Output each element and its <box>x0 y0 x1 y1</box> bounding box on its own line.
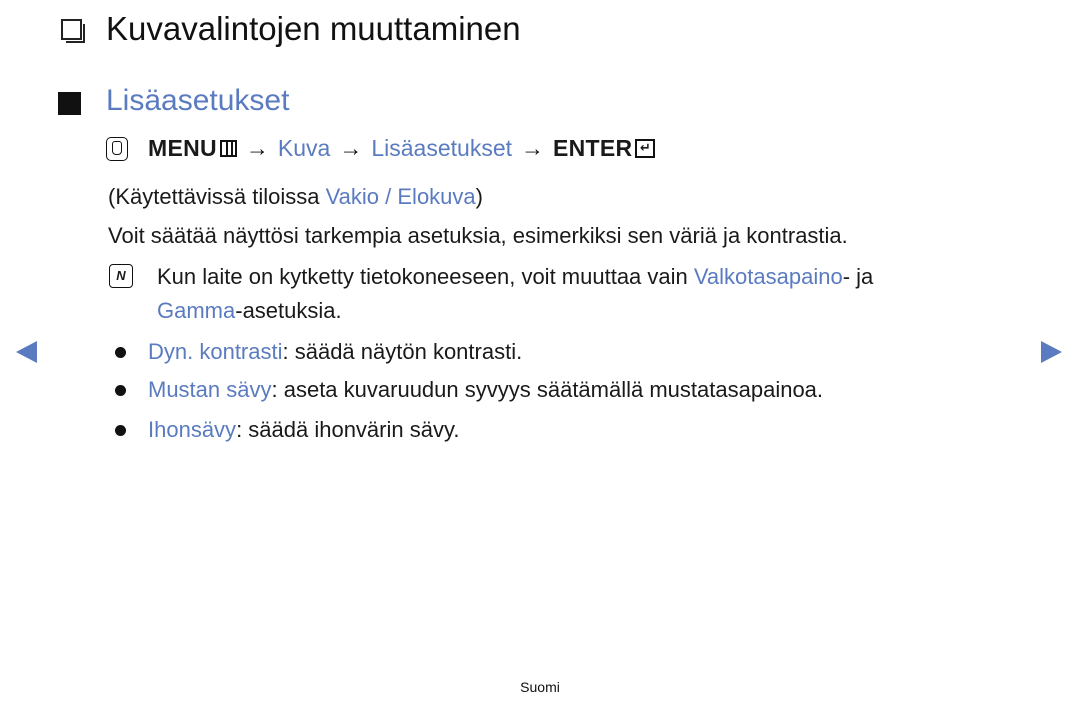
note-link-valkotasapaino: Valkotasapaino <box>693 264 843 289</box>
enter-icon: ↵ <box>635 139 655 158</box>
bullet-icon <box>115 347 126 358</box>
availability-modes: Vakio / Elokuva <box>325 184 476 209</box>
availability-suffix: ) <box>475 184 483 209</box>
availability-prefix: (Käytettävissä tiloissa <box>108 184 326 209</box>
menu-path-lisaasetukset[interactable]: Lisäasetukset <box>371 135 512 161</box>
section-title: Lisäasetukset <box>106 84 290 117</box>
list-item-term: Ihonsävy <box>148 417 237 442</box>
footer-language: Suomi <box>520 679 560 695</box>
menu-label: MENU <box>148 135 217 161</box>
arrow-3: → <box>521 135 544 161</box>
menu-path <box>106 135 655 162</box>
list-item <box>148 417 459 443</box>
list-item-term: Dyn. kontrasti <box>148 339 283 364</box>
menu-path-kuva[interactable]: Kuva <box>277 135 331 161</box>
availability-line <box>108 184 483 210</box>
list-item <box>148 377 823 403</box>
note-icon: N <box>109 264 133 288</box>
note-line-1 <box>157 264 873 290</box>
bullet-icon <box>115 425 126 436</box>
page-title: Kuvavalintojen muuttaminen <box>106 10 521 47</box>
enter-label: ENTER <box>553 135 633 161</box>
list-item-desc: : säädä ihonvärin sävy. <box>236 417 460 442</box>
list-item-desc: : aseta kuvaruudun syvyys säätämällä mustatasapainoa. <box>271 377 824 402</box>
list-item-term: Mustan sävy <box>148 377 272 402</box>
section-square-icon <box>58 92 81 115</box>
note-text-2: - ja <box>842 264 874 289</box>
previous-page-arrow-icon[interactable] <box>16 341 37 363</box>
note-line-2 <box>157 298 342 324</box>
note-text-1: Kun laite on kytketty tietokoneeseen, voit muuttaa vain <box>157 264 694 289</box>
intro-text: Voit säätää näyttösi tarkempia asetuksia, esimerkiksi sen väriä ja kontrastia. <box>108 223 848 248</box>
list-item <box>148 339 522 365</box>
note-text-3: -asetuksia. <box>235 298 342 323</box>
arrow-2: → <box>339 135 363 161</box>
list-item-desc: : säädä näytön kontrasti. <box>282 339 523 364</box>
next-page-arrow-icon[interactable] <box>1041 341 1062 363</box>
title-checkbox-icon <box>61 19 82 40</box>
bullet-icon <box>115 385 126 396</box>
arrow-1: → <box>245 135 269 161</box>
menu-icon <box>220 140 237 157</box>
note-link-gamma: Gamma <box>157 298 236 323</box>
remote-hand-icon <box>106 137 128 161</box>
